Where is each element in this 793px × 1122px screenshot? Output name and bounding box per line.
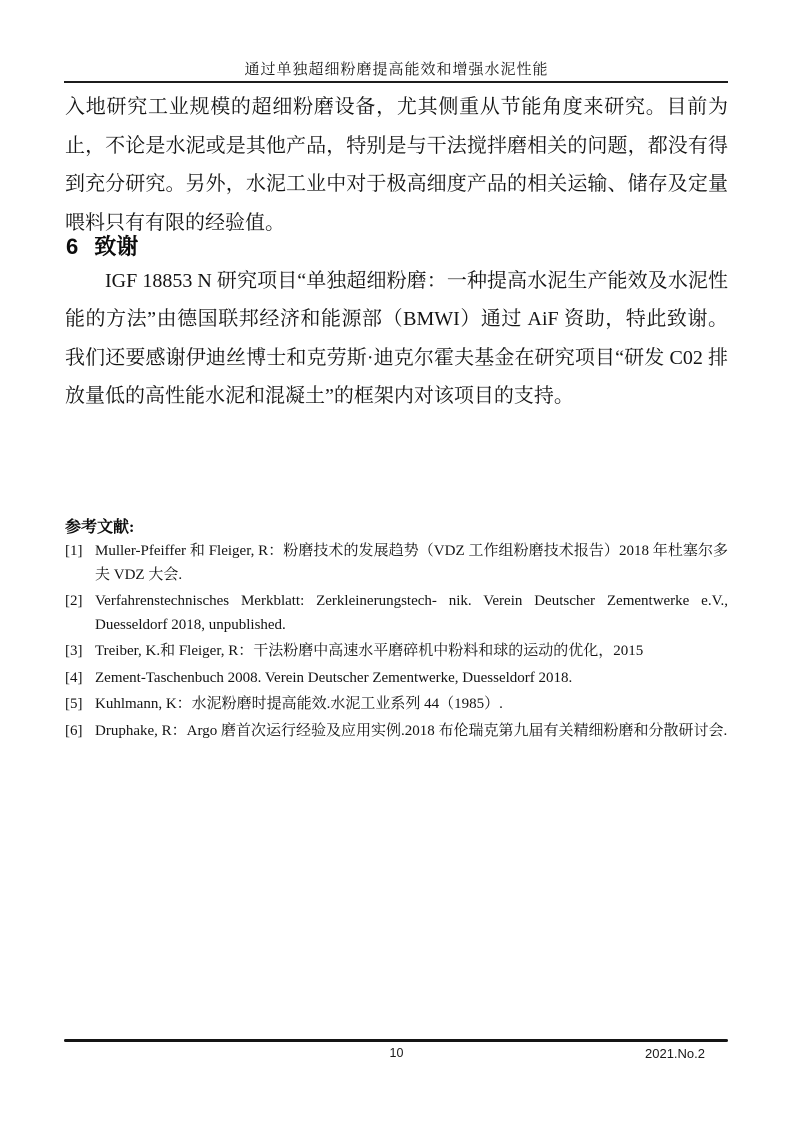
reference-text: Verfahrenstechnisches Merkblatt: Zerkleinerungstech- nik. Verein Deutscher Zementwerke e.V., Duesseldorf 2018, unpublished. bbox=[95, 593, 728, 633]
section-number: 6 bbox=[66, 234, 79, 259]
reference-item bbox=[65, 720, 728, 744]
reference-id: [2] bbox=[65, 593, 83, 609]
reference-item bbox=[65, 693, 728, 717]
reference-id: [1] bbox=[65, 543, 83, 559]
reference-text: Druphake, R：Argo 磨首次运行经验及应用实例.2018 布伦瑞克第九届有关精细粉磨和分散研讨会. bbox=[95, 722, 728, 739]
section-title: 致谢 bbox=[94, 234, 139, 259]
references-list bbox=[65, 540, 728, 746]
reference-text: Treiber, K.和 Fleiger, R：干法粉磨中高速水平磨碎机中粉料和球的运动的优化，2015 bbox=[95, 643, 644, 659]
acknowledgement-paragraph: IGF 18853 N 研究项目“单独超细粉磨：一种提高水泥生产能效及水泥性能的方法”由德国联邦经济和能源部（BMWI）通过 AiF 资助，特此致谢。我们还要感谢伊迪丝博士和克劳斯·迪克尔霍夫基金在研究项目“研发 C02 排放量低的高性能水泥和混凝土”的框架内对该项目的支持。 bbox=[65, 270, 728, 407]
reference-item bbox=[65, 640, 728, 664]
section-heading-acknowledgements bbox=[66, 230, 138, 261]
body-paragraph-continuation: 入地研究工业规模的超细粉磨设备，尤其侧重从节能角度来研究。目前为止，不论是水泥或是其他产品，特别是与干法搅拌磨相关的问题，都没有得到充分研究。另外，水泥工业中对于极高细度产品的相关运输、储存及定量喂料只有有限的经验值。 bbox=[65, 96, 728, 234]
reference-text: Kuhlmann, K：水泥粉磨时提高能效.水泥工业系列 44（1985）. bbox=[95, 696, 503, 712]
journal-issue: 2021.No.2 bbox=[645, 1046, 705, 1061]
reference-item bbox=[65, 590, 728, 637]
reference-item bbox=[65, 667, 728, 691]
header-divider bbox=[64, 81, 728, 83]
running-header-title: 通过单独超细粉磨提高能效和增强水泥性能 bbox=[244, 62, 549, 78]
reference-text: Muller-Pfeiffer 和 Fleiger, R：粉磨技术的发展趋势（VDZ 工作组粉磨技术报告）2018 年杜塞尔多夫 VDZ 大会. bbox=[95, 543, 728, 583]
reference-id: [4] bbox=[65, 669, 83, 686]
footer-divider bbox=[64, 1039, 728, 1042]
reference-text: Zement-Taschenbuch 2008. Verein Deutscher Zementwerke, Duesseldorf 2018. bbox=[95, 669, 573, 686]
page-number: 10 bbox=[389, 1046, 404, 1060]
reference-id: [5] bbox=[65, 696, 83, 712]
references-heading: 参考文献: bbox=[65, 519, 135, 536]
reference-id: [6] bbox=[65, 722, 83, 739]
reference-id: [3] bbox=[65, 643, 83, 659]
reference-item bbox=[65, 540, 728, 587]
